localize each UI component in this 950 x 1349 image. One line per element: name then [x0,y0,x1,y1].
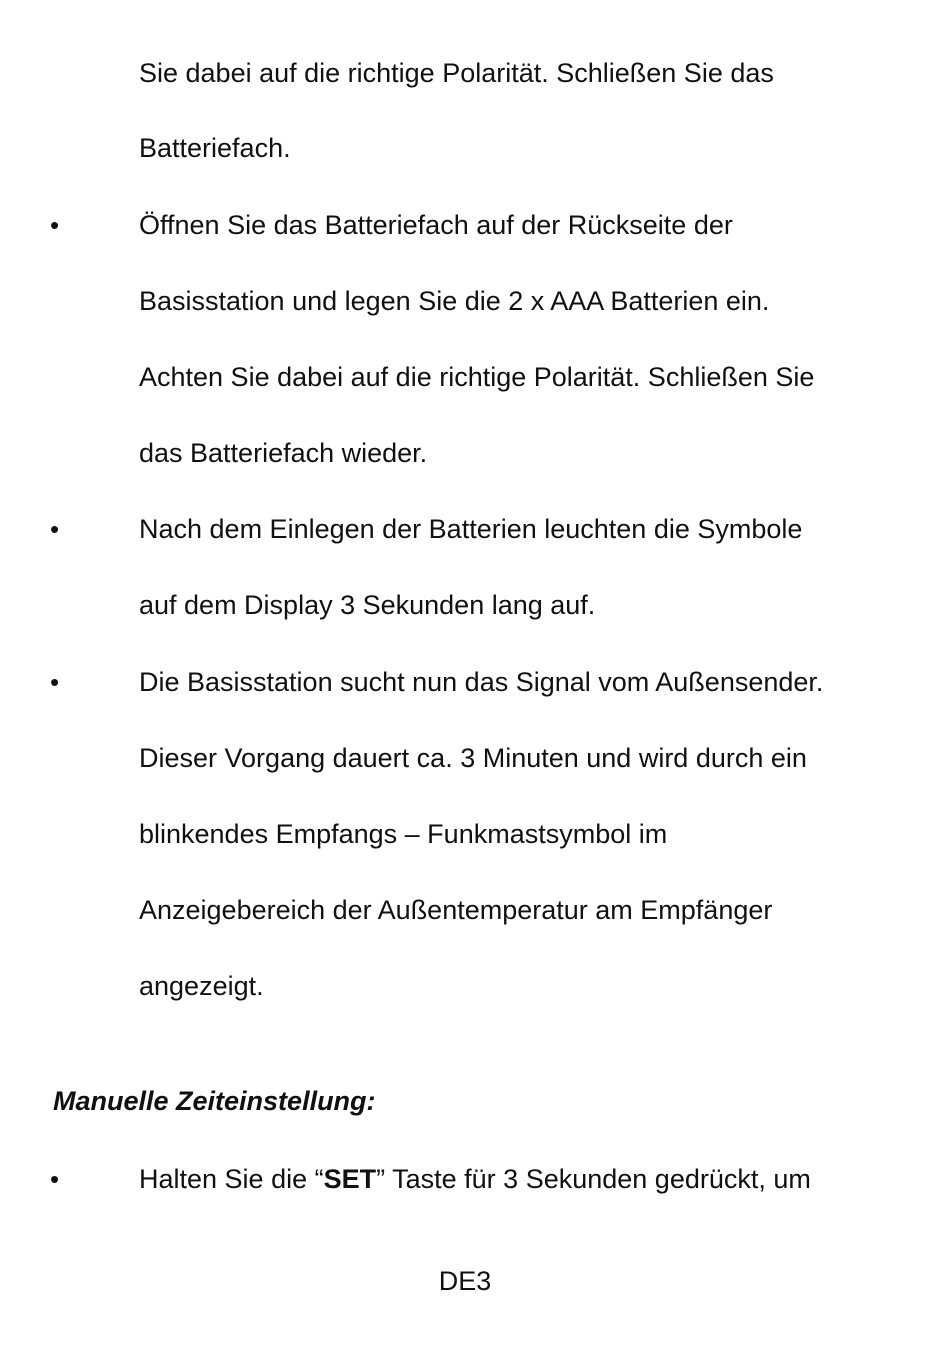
list-item-line [139,1162,811,1196]
paragraph-line: Sie dabei auf die richtige Polarität. Schließen Sie das [139,58,774,88]
text-run: ” Taste für 3 Sekunden gedrückt, um [376,1164,811,1194]
list-item-line: angezeigt. [139,971,264,1001]
list-item-line: Öffnen Sie das Batteriefach auf der Rückseite der [139,210,733,240]
text-run: Halten Sie die “ [139,1164,324,1194]
section-heading: Manuelle Zeiteinstellung: [53,1086,376,1116]
list-item-line: Anzeigebereich der Außentemperatur am Empfänger [139,895,773,925]
list-item-line: Achten Sie dabei auf die richtige Polarität. Schließen Sie [139,362,815,392]
list-item-line: blinkendes Empfangs – Funkmastsymbol im [139,819,668,849]
list-item-line: Basisstation und legen Sie die 2 x AAA Batterien ein. [139,286,770,316]
bullet-point: • [50,210,60,240]
bullet-point: • [50,514,60,544]
page-number: DE3 [438,1266,492,1296]
list-item-line: Die Basisstation sucht nun das Signal vom Außensender. [139,667,824,697]
paragraph-line: Batteriefach. [139,133,291,163]
set-key-label: SET [323,1164,377,1194]
bullet-point: • [50,667,60,697]
list-item-line: Nach dem Einlegen der Batterien leuchten die Symbole [139,514,803,544]
list-item-line: Dieser Vorgang dauert ca. 3 Minuten und wird durch ein [139,743,807,773]
list-item-line: auf dem Display 3 Sekunden lang auf. [139,590,596,620]
bullet-point: • [50,1164,60,1194]
list-item-line: das Batteriefach wieder. [139,438,428,468]
